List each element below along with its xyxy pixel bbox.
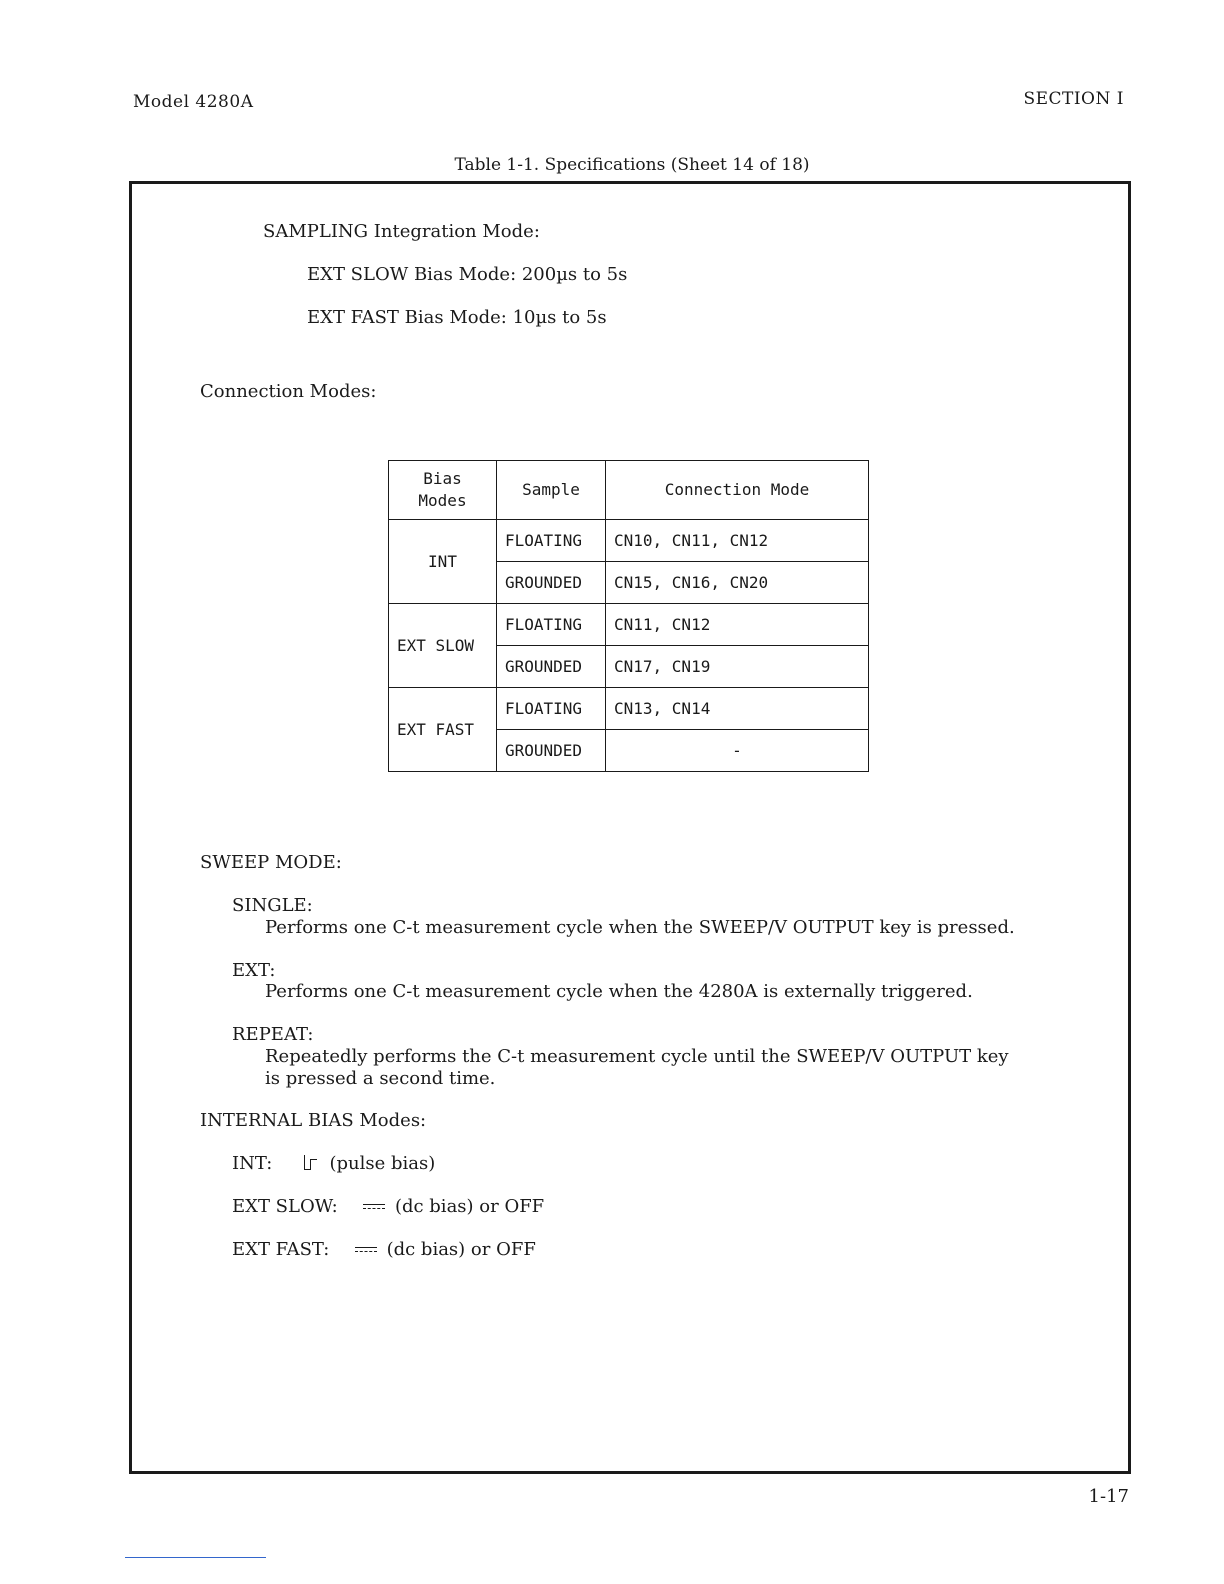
sweep-single-label: SINGLE: [232, 895, 313, 916]
sample-cell: GROUNDED [497, 730, 606, 772]
mode-cell: CN10, CN11, CN12 [606, 520, 869, 562]
sweep-repeat-label: REPEAT: [232, 1024, 314, 1045]
int-bias-text: (pulse bias) [329, 1153, 436, 1174]
ext-fast-bias-text: (dc bias) or OFF [386, 1239, 536, 1260]
sweep-single-text: Performs one C-t measurement cycle when the SWEEP/V OUTPUT key is pressed. [265, 917, 1015, 938]
connection-mode-table [388, 460, 869, 772]
header-sample [497, 461, 606, 520]
sweep-repeat-text-1: Repeatedly performs the C-t measurement cycle until the SWEEP/V OUTPUT key [265, 1046, 1009, 1067]
table-header-row [389, 461, 869, 520]
sweep-title: SWEEP MODE: [200, 852, 342, 873]
sample-cell: FLOATING [497, 688, 606, 730]
sampling-title: SAMPLING Integration Mode: [263, 221, 540, 242]
sample-cell: FLOATING [497, 520, 606, 562]
mode-cell: CN13, CN14 [606, 688, 869, 730]
header-bias-modes [389, 461, 497, 520]
dc-bias-icon [363, 1203, 385, 1211]
bias-cell: INT [389, 520, 497, 604]
connection-title: Connection Modes: [200, 381, 377, 402]
bias-cell: EXT FAST [389, 688, 497, 772]
ext-fast-bias-row [232, 1239, 536, 1260]
dc-bias-icon [355, 1246, 377, 1254]
table-caption: Table 1-1. Specifications (Sheet 14 of 18) [454, 155, 810, 175]
sweep-ext-text: Performs one C-t measurement cycle when the 4280A is externally triggered. [265, 981, 973, 1002]
table-row [389, 604, 869, 646]
footer-link-underline[interactable] [125, 1557, 266, 1558]
ext-fast-bias-label: EXT FAST: [232, 1239, 330, 1260]
table-row [389, 520, 869, 562]
mode-cell: CN15, CN16, CN20 [606, 562, 869, 604]
sampling-ext-fast: EXT FAST Bias Mode: 10µs to 5s [307, 307, 607, 328]
sample-cell: FLOATING [497, 604, 606, 646]
table-row [389, 688, 869, 730]
header-bias-label: Bias Modes [418, 469, 467, 510]
sample-cell: GROUNDED [497, 646, 606, 688]
ext-slow-bias-text: (dc bias) or OFF [394, 1196, 545, 1217]
sample-cell: GROUNDED [497, 562, 606, 604]
sampling-ext-slow: EXT SLOW Bias Mode: 200µs to 5s [307, 264, 628, 285]
internal-bias-title: INTERNAL BIAS Modes: [200, 1110, 427, 1131]
header-connection-mode [606, 461, 869, 520]
ext-slow-bias-label: EXT SLOW: [232, 1196, 338, 1217]
header-model: Model 4280A [133, 92, 254, 112]
int-bias-row [232, 1153, 435, 1174]
int-bias-label: INT: [232, 1153, 273, 1174]
pulse-bias-icon [302, 1155, 318, 1171]
header-sample-label: Sample [522, 480, 580, 499]
header-connection-label: Connection Mode [664, 480, 810, 499]
header-section: SECTION I [1023, 89, 1124, 109]
mode-cell: - [606, 730, 869, 772]
bias-cell: EXT SLOW [389, 604, 497, 688]
ext-slow-bias-row [232, 1196, 544, 1217]
mode-cell: CN17, CN19 [606, 646, 869, 688]
spec-frame [129, 181, 1131, 1474]
sweep-ext-label: EXT: [232, 960, 276, 981]
sweep-repeat-text-2: is pressed a second time. [265, 1068, 496, 1089]
page-number: 1-17 [1088, 1486, 1129, 1507]
mode-cell: CN11, CN12 [606, 604, 869, 646]
